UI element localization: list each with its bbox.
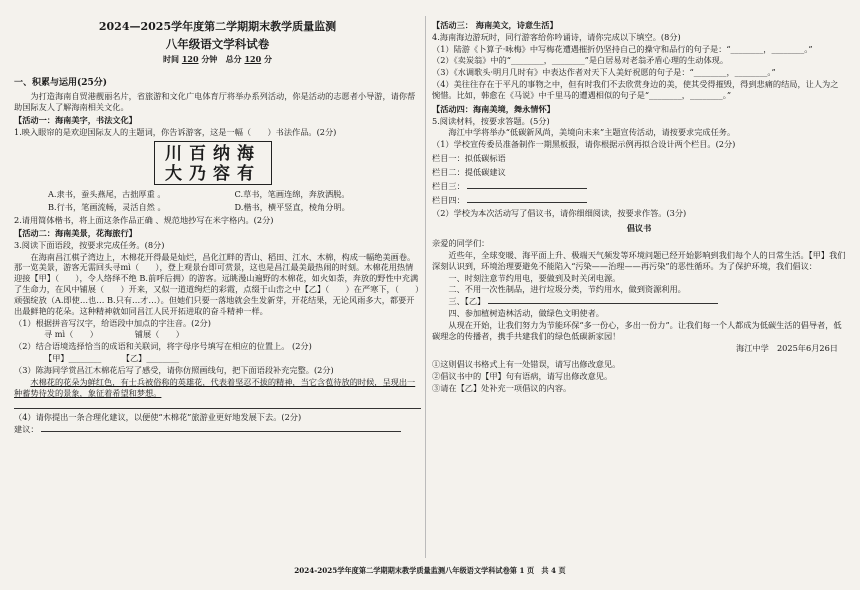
question-5-2: （2）学校为本次活动写了倡议书，请你细细阅读，按要求作答。(3分) xyxy=(432,208,687,219)
activity1-heading: 【活动一：海南美字，书法文化】 xyxy=(14,114,137,125)
question-4: 4.海南海边游玩时，同行游客给你吟诵诗，请你完成以下填空。(8分) xyxy=(432,31,681,42)
time-unit: 分钟 xyxy=(201,53,218,64)
question-3-3-text: 木棉花的花朵为鲜红色，有士兵被俗称的英雄花，代表着坚忍不拔的精神，当它含苞待放的时候，呈现出一种蓄势待发的景象，象征着希望和梦想。 xyxy=(14,376,416,398)
task-1: ①这则倡议书格式上有一处错误，请写出修改意见。 xyxy=(432,359,621,370)
question-3-2: （2）结合语境选择恰当的成语和关联词，将字母序号填写在相应的位置上。 (2分) xyxy=(14,341,312,352)
q1-option: A.隶书，蚕头燕尾，古拙厚重 。 xyxy=(48,189,166,200)
exam-subtitle: 八年级语文学科试卷 xyxy=(165,36,270,51)
suggestion-blank[interactable] xyxy=(41,431,401,432)
q1-options xyxy=(14,189,421,213)
column-divider xyxy=(425,16,426,558)
letter-item-3-blank[interactable] xyxy=(488,303,718,304)
letter-item: 四、参加植树造林活动，做绿色文明使者。 xyxy=(448,308,604,319)
suggestion-label: 建议： xyxy=(14,424,39,435)
answer-line[interactable] xyxy=(14,399,421,409)
letter-item-3-label: 三、【乙】 xyxy=(448,296,486,307)
question-1: 1.映入眼帘的是欢迎国际友人的主题词，你告诉游客，这是一幅（ ）书法作品。(2分) xyxy=(14,126,337,137)
left-column xyxy=(14,0,421,436)
column-4-blank[interactable] xyxy=(467,202,587,203)
score-value: 120 xyxy=(244,53,262,64)
letter-title: 倡议书 xyxy=(626,223,652,234)
letter-closing: 从现在开始，让我们努力为节能环保“多一份心，多出一份力”。让我们每一个人都成为低碳生活的倡导者，低碳理念的传播者，携手共建我们的绿色低碳新家园！ xyxy=(432,319,842,341)
question-3: 3.阅读下面语段，按要求完成任务。(8分) xyxy=(14,239,165,250)
section-heading: 一、积累与运用(25分) xyxy=(14,78,108,89)
time-label: 时间 xyxy=(163,53,180,64)
question-4-4: （4）美往往存在于平凡的事物之中，但有时我们不去欣赏身边的美，使其受得摧毁，得到悲痛的结局，让人为之惋惜。比如，韩愈在《马说》中千里马的遭遇相似的句子是“________，________。” xyxy=(432,79,839,100)
column-4-label: 栏目四： xyxy=(432,194,465,205)
question-3-1: （1）根据拼音写汉字，给语段中加点的字注音。(2分) xyxy=(14,317,211,328)
column-4-row xyxy=(432,195,846,206)
question-5-1: （1）学校宣传委员准备制作一期黑板报，请你根据示例再拟合设计两个栏目。(2分) xyxy=(432,139,736,150)
time-value: 120 xyxy=(181,53,199,64)
question-4-3: （3）《水调歌头·明月几时有》中表达作者对天下人美好祝愿的句子是：“________，________。” xyxy=(432,67,776,78)
activity4-heading: 【活动四：海南美境，舞永情怀】 xyxy=(432,103,555,114)
question-5: 5.阅读材料，按要求答题。(5分) xyxy=(432,115,550,126)
passage-text: 在海南昌江棋子湾边上，木棉花开得最是灿烂，昌化江畔的青山、稻田、江水、木棉，构成一幅绝美画卷。那一览美景，游客无需回头寻mì（ ），登上观景台即可赏景，这也是昌江最美最热闹的时刻。木棉花用热情迎接【甲】（ ），令人络绎不绝 B.前呼后拥）的游客。远眺漫山遍野的木棉花，如火如荼，奔放的野性中充满了生命力，在风中铺展（ ）开来，又似一道道绚烂的彩霞，点缀于山峦之中【乙】（ ）在严寒下，（ ）顽强绽放（A.即使…也… B.只有…才…）。但她们只要一落地就会生发新芽，开花结果，无论风雨多大，都要开出最鲜艳的花朵。这种精神就如同昌江人民开拓进取的奋斗精神一样。 xyxy=(14,251,420,316)
activity2-heading: 【活动二：海南美景，花海旅行】 xyxy=(14,227,137,238)
question-2: 2.请用简体楷书，将上面这条作品正确 、规范地抄写在米字格内。(2分) xyxy=(14,215,274,226)
column-1: 栏目一：拟低碳标语 xyxy=(432,153,506,164)
calligraphy-line-2: 大乃容有 xyxy=(165,164,261,185)
q1-option: B.行书，笔画流畅，灵活自然 。 xyxy=(48,202,166,213)
column-3-blank[interactable] xyxy=(467,188,587,189)
exam-title: 2024—2025学年度第二学期期末教学质量监测 xyxy=(98,20,337,33)
score-unit: 分 xyxy=(263,53,272,64)
q1-option: D.楷书，横平竖直，棱角分明。 xyxy=(234,202,350,213)
calligraphy-line-1: 川百纳海 xyxy=(165,144,261,165)
question-4-2: （2）《卖炭翁》中的“________，________”是白居易对老翁矛盾心理的生动体现。 xyxy=(432,55,729,66)
calligraphy-artwork xyxy=(154,141,272,185)
intro-paragraph: 为打造海南自贸港靓丽名片，省旅游和文化广电体育厅将举办系列活动，你是活动的志愿者小导游，请你帮助国际友人了解海南相关文化。 xyxy=(14,91,416,112)
letter-greeting: 亲爱的同学们： xyxy=(432,238,490,249)
task-2: ②倡议书中的【甲】句有语病，请写出修改意见。 xyxy=(432,371,613,382)
letter-signature: 海江中学 2025年6月26日 xyxy=(736,342,838,353)
question-3-2-items: 【甲】________ 【乙】________ xyxy=(44,353,180,364)
score-label: 总分 xyxy=(225,53,242,64)
right-column xyxy=(432,18,846,395)
activity3-heading: 【活动三： 海南美文，诗意生活】 xyxy=(432,20,558,30)
letter-paragraph: 近些年，全球变暖、海平面上升、极端天气频发等环境问题已经开始影响到我们每个人的日常生活。【甲】我们深刻认识到，环境治理要避免不能陷入“污染——治理——再污染”的恶性循环。为了保护环境，我们倡议： xyxy=(432,249,846,271)
question-3-3: （3）陈海同学赏昌江木棉花后写了感受，请你仿照画线句，把下面语段补充完整。(2分) xyxy=(14,364,334,375)
question-3-1-items: 寻 mì（ ） 铺展（ ） xyxy=(44,329,184,340)
letter-item: 二、不用一次性制品，进行垃圾分类，节约用水，做到资源利用。 xyxy=(448,284,686,295)
time-score-line xyxy=(14,54,421,65)
page-footer: 2024-2025学年度第二学期期末教学质量监测八年级语文学科试卷第 1 页 共 4 页 xyxy=(294,566,566,575)
column-2: 栏目二：提低碳建议 xyxy=(432,166,506,177)
suggestion-line xyxy=(14,424,421,435)
question-5-intro: 海江中学将举办“低碳新风尚，美境向未来”主题宣传活动，请按要求完成任务。 xyxy=(448,127,736,138)
q1-option: C.草书，笔画连绵，奔放洒脱。 xyxy=(234,189,350,200)
column-3-row xyxy=(432,181,846,192)
task-3: ③请在【乙】处补充一项倡议的内容。 xyxy=(432,383,572,394)
letter-item-3 xyxy=(432,296,846,307)
column-3-label: 栏目三： xyxy=(432,180,465,191)
question-3-4: （4）请你提出一条合理化建议，以便使“木棉花”旅游业更好地发展下去。(2分) xyxy=(14,412,302,423)
letter-item: 一、时刻注意节约用电，要做到及时关闭电源。 xyxy=(448,272,621,283)
question-4-1: （1）陆游《卜算子·咏梅》中写梅花遭遇摧折仍坚持自己的操守和品行的句子是：“________，________。” xyxy=(432,43,813,54)
